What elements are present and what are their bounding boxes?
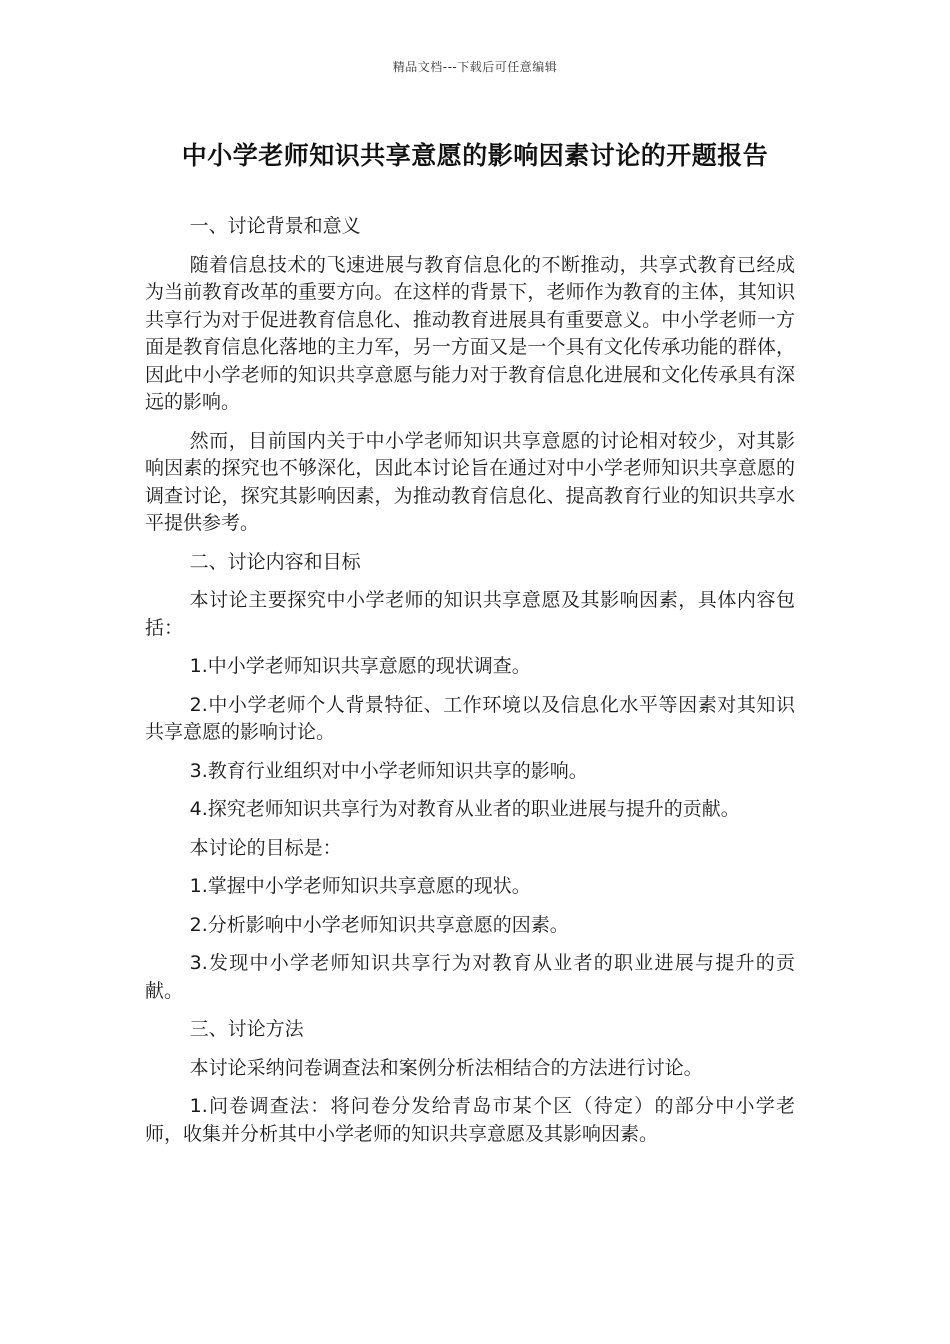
section-heading-content: 二、讨论内容和目标 [189,550,361,573]
section-heading-background: 一、讨论背景和意义 [189,215,361,237]
paragraph-background: 随着信息技术的飞速进展与教育信息化的不断推动，共享式教育已经成为当前教育改革的重要方向。在这样的背景下，老师作为教育的主体，其知识共享行为对于促进教育信息化、推动教育进展具有重要意义。中小学老师一方面是教育信息化落地的主力军，另一方面又是一个具有文化传承功能的群体，因此中小学老师的知识共享意愿与能力对于教育信息化进展和文化传承具有深远的影响。 [145,253,795,413]
document-title: 中小学老师知识共享意愿的影响因素讨论的开题报告 [181,141,769,170]
list-item-method-1: 1.问卷调查法：将问卷分发给青岛市某个区（待定）的部分中小学老师，收集并分析其中小学老师的知识共享意愿及其影响因素。 [145,1095,795,1145]
paragraph-content-intro: 本讨论主要探究中小学老师的知识共享意愿及其影响因素，具体内容包括： [145,589,795,639]
list-item-goal-2: 2.分析影响中小学老师知识共享意愿的因素。 [189,913,569,936]
list-item-goal-3: 3.发现中小学老师知识共享行为对教育从业者的职业进展与提升的贡献。 [145,952,795,1002]
paragraph-method-intro: 本讨论采纳问卷调查法和案例分析法相结合的方法进行讨论。 [189,1056,703,1079]
header-note: 精品文档---下载后可任意编辑 [392,60,558,74]
list-item-content-1: 1.中小学老师知识共享意愿的现状调查。 [189,655,531,677]
paragraph-purpose: 然而，目前国内关于中小学老师知识共享意愿的讨论相对较少，对其影响因素的探究也不够深化，因此本讨论旨在通过对中小学老师知识共享意愿的调查讨论，探究其影响因素，为推动教育信息化、提高教育行业的知识共享水平提供参考。 [145,429,795,534]
section-heading-method: 三、讨论方法 [189,1018,304,1040]
list-item-goal-1: 1.掌握中小学老师知识共享意愿的现状。 [189,875,531,897]
list-item-content-4: 4.探究老师知识共享行为对教育从业者的职业进展与提升的贡献。 [189,798,740,820]
paragraph-goals-intro: 本讨论的目标是： [189,836,342,859]
document-body [145,213,795,1159]
list-item-content-2: 2.中小学老师个人背景特征、工作环境以及信息化水平等因素对其知识共享意愿的影响讨论。 [145,693,795,743]
list-item-content-3: 3.教育行业组织对中小学老师知识共享的影响。 [189,759,588,782]
